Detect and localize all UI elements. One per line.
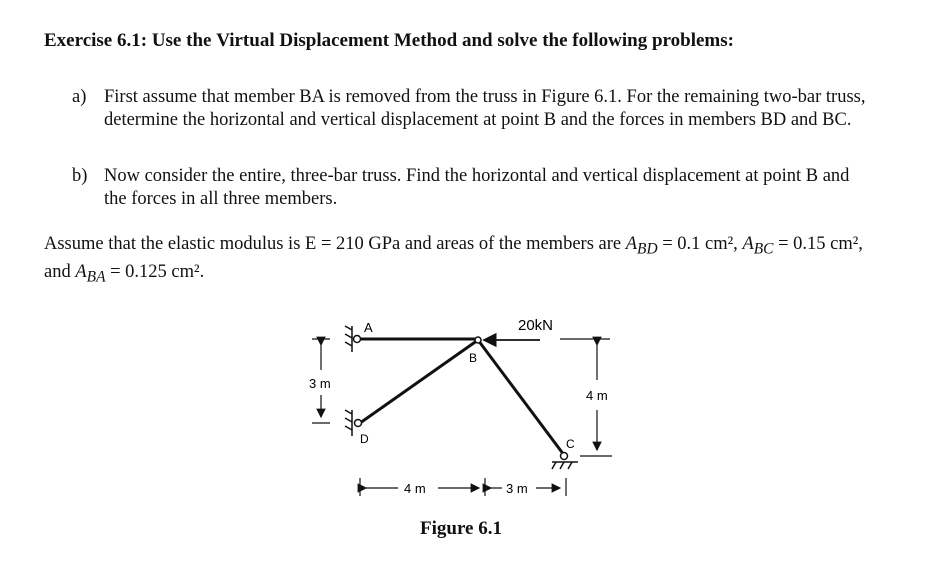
intro-suffix: and solve the following problems:: [461, 30, 734, 51]
load-label: 20kN: [518, 317, 554, 334]
problem-label-a: a): [72, 87, 87, 107]
area-ba-subscript: BA: [86, 268, 106, 286]
dim-left-height-label: 3 m: [309, 376, 331, 391]
node-label-c: C: [566, 437, 575, 451]
area-bd-subscript: BD: [637, 240, 658, 258]
node-label-a: A: [364, 320, 373, 335]
area-bc-symbol: A: [742, 234, 754, 254]
dim-right-height-label: 4 m: [586, 388, 608, 403]
dim-bottom: [360, 478, 566, 496]
joint-b: [475, 337, 481, 343]
area-ba-symbol: A: [75, 261, 87, 282]
problem-text-a: First assume that member BA is removed from the truss in Figure 6.1. For the remaining two-bar truss, determine the horizontal and vertical displacement at point B and the forces in members BD and BC.: [104, 87, 866, 130]
member-bd: [360, 340, 478, 423]
assumption-prefix: Assume that the elastic modulus is E = 210 GPa and areas of the members are: [44, 234, 622, 254]
area-bc-subscript: BC: [753, 240, 774, 258]
node-label-d: D: [360, 432, 369, 446]
dim-bottom-left-label: 4 m: [404, 481, 426, 496]
area-bc-value: = 0.15 cm²,: [773, 234, 863, 254]
exercise-label: Exercise 6.1:: [44, 30, 148, 51]
member-bc: [478, 340, 564, 455]
problem-label-b: b): [72, 166, 88, 186]
assumption-and: and: [44, 261, 76, 282]
problem-text-b: Now consider the entire, three-bar truss. Find the horizontal and vertical displacement at point B and the forces in all three members.: [104, 166, 850, 209]
dim-bottom-right-label: 3 m: [506, 481, 528, 496]
figure-caption: Figure 6.1: [420, 518, 502, 539]
area-bd-value: = 0.1 cm²,: [657, 234, 743, 254]
intro-prefix: Use the: [151, 30, 212, 51]
method-name: Virtual Displacement Method: [216, 30, 458, 51]
area-ba-value: = 0.125 cm².: [105, 261, 205, 282]
node-label-b: B: [469, 351, 478, 365]
area-bd-symbol: A: [625, 234, 638, 254]
support-c: [552, 453, 578, 470]
support-a: [345, 326, 361, 352]
